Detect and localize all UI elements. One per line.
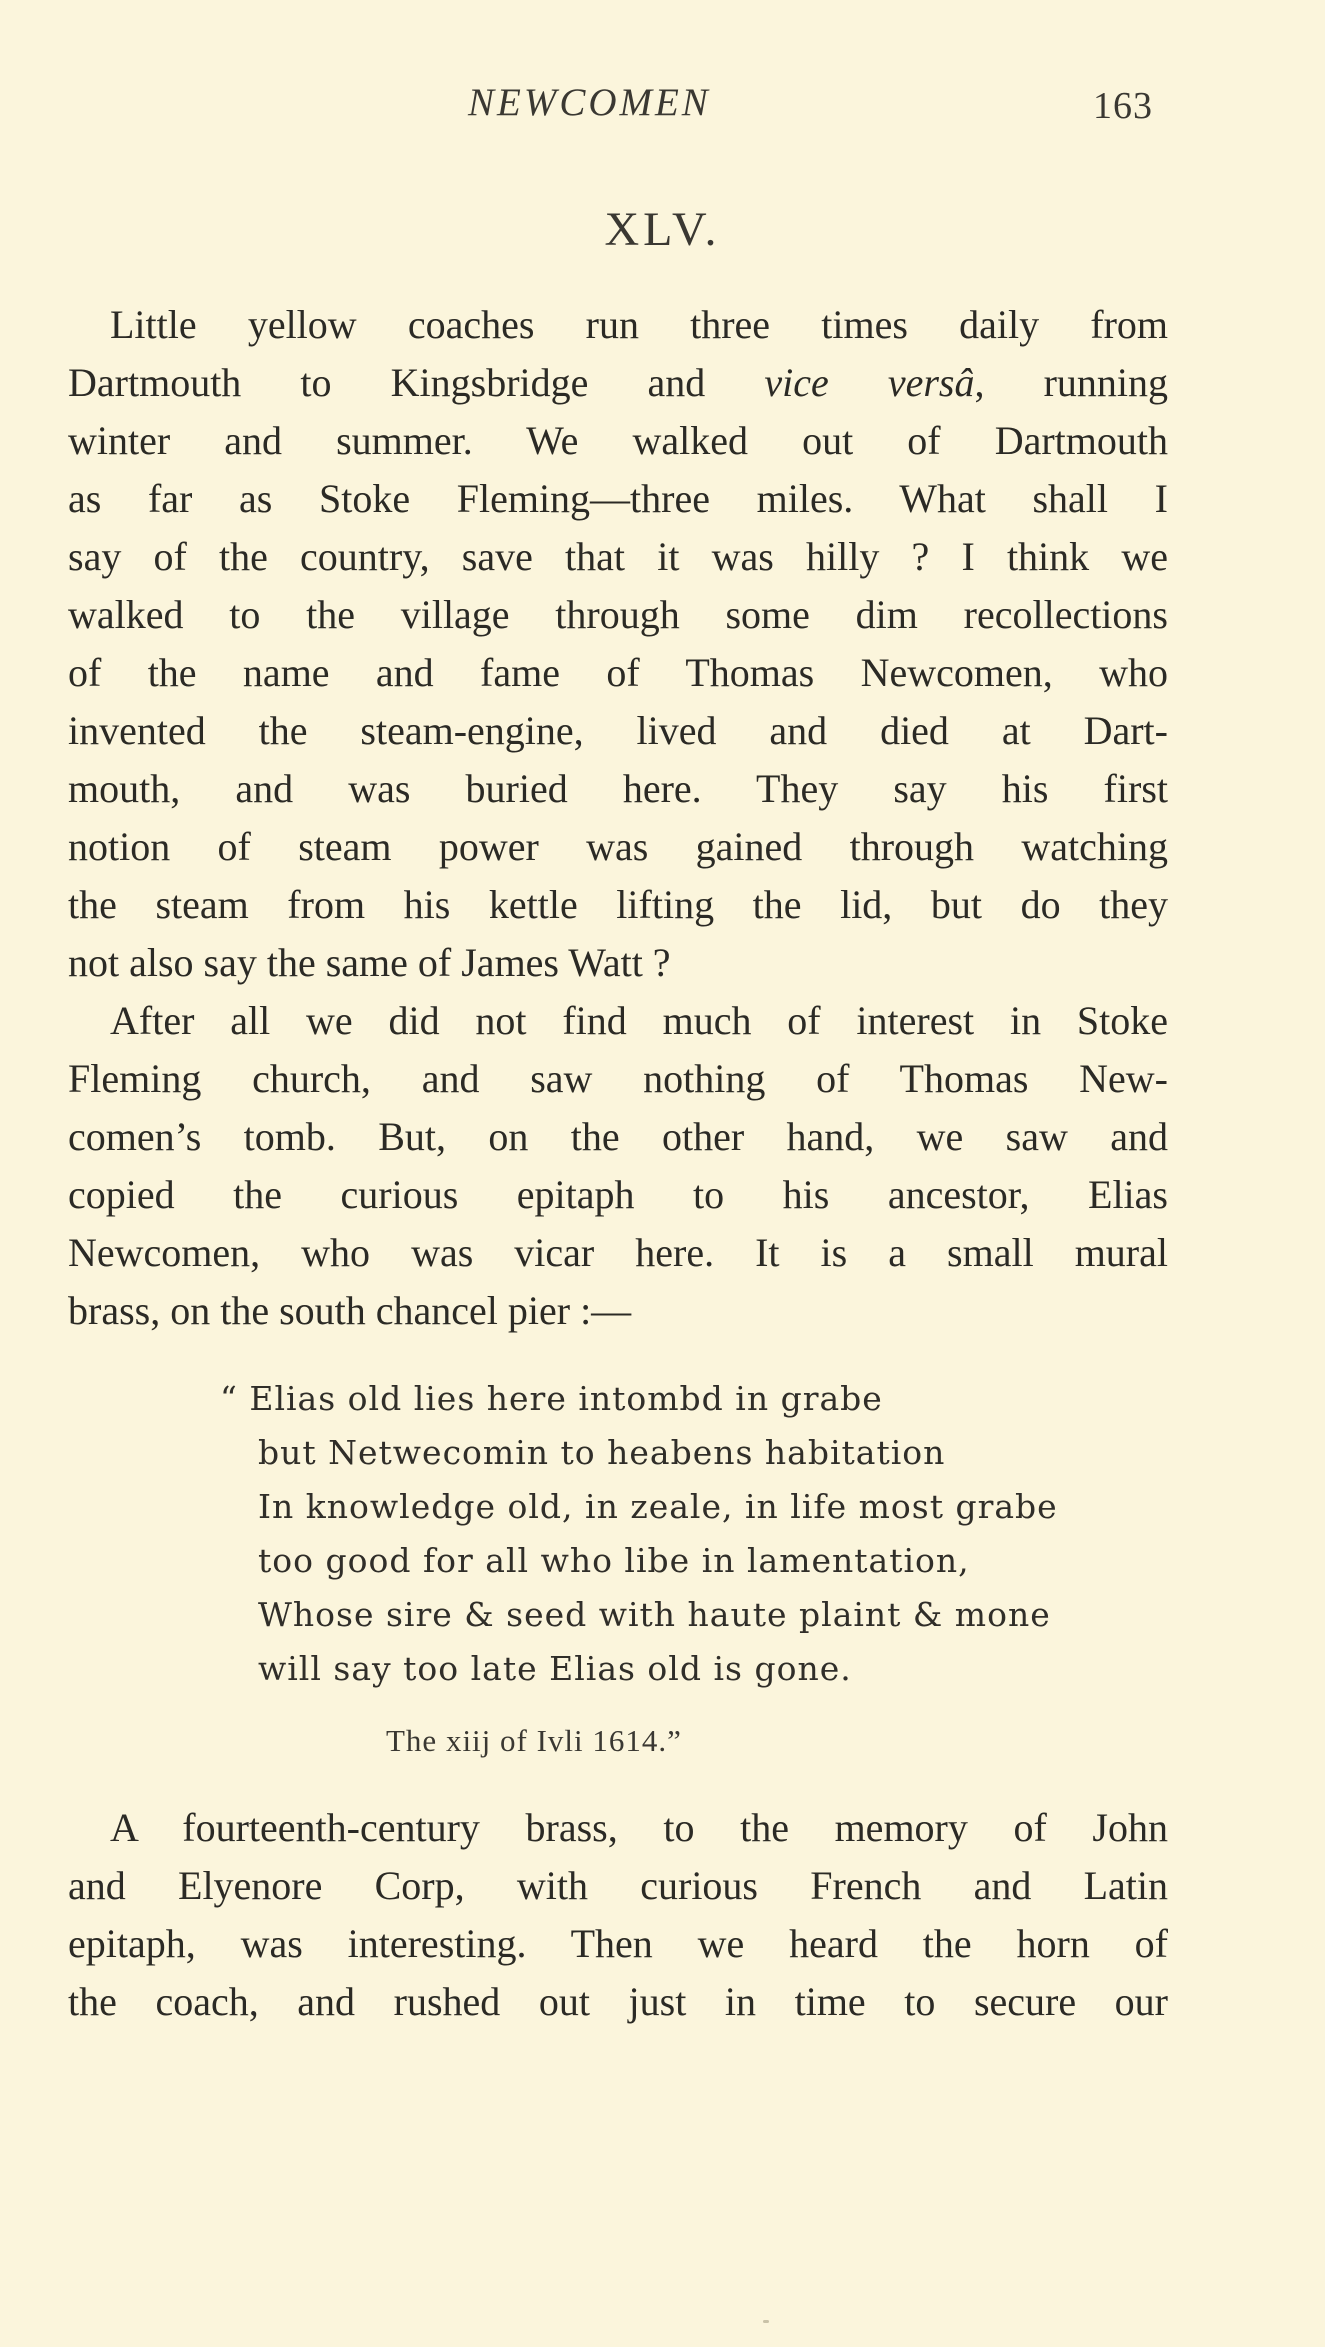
text-line: Fleming church, and saw nothing of Thomas New-: [68, 1056, 1168, 1101]
epitaph-line: In knowledge old, in zeale, in life most grabe: [258, 1487, 1058, 1526]
paper-speck: [763, 2320, 769, 2323]
text-line: the steam from his kettle lifting the lid, but do they: [68, 882, 1168, 927]
text-line: say of the country, save that it was hilly ? I think we: [68, 534, 1168, 579]
text-line: comen’s tomb. But, on the other hand, we saw and: [68, 1114, 1168, 1159]
paragraph-2: [68, 992, 1168, 1340]
epitaph-line: “ Elias old lies here intombd in grabe: [220, 1379, 883, 1418]
text-line: epitaph, was interesting. Then we heard the horn of: [68, 1921, 1168, 1966]
text-line: invented the steam-engine, lived and died at Dart-: [68, 708, 1168, 753]
epitaph-line: too good for all who libe in lamentation,: [258, 1541, 970, 1580]
text-line: brass, on the south chancel pier :—: [68, 1288, 632, 1333]
running-head: [0, 80, 1325, 130]
text-line: A fourteenth-century brass, to the memory of John: [110, 1805, 1168, 1850]
text-line: not also say the same of James Watt ?: [68, 940, 671, 985]
text-line: notion of steam power was gained through watching: [68, 824, 1168, 869]
paragraph-3: [68, 1799, 1168, 2031]
epitaph-date: The xiij of Ivli 1614.”: [386, 1723, 682, 1758]
epitaph-line: will say too late Elias old is gone.: [258, 1649, 852, 1688]
text-line: [68, 354, 1168, 412]
epitaph-quotation: [220, 1372, 1058, 1766]
chapter-heading: XLV.: [604, 203, 721, 256]
text-line: as far as Stoke Fleming—three miles. What shall I: [68, 476, 1168, 521]
text-run: Dartmouth to Kingsbridge and: [68, 360, 765, 405]
running-title: NEWCOMEN: [468, 81, 711, 124]
text-line: Little yellow coaches run three times daily from: [110, 302, 1168, 347]
text-line: the coach, and rushed out just in time to secure our: [68, 1979, 1168, 2024]
text-line: mouth, and was buried here. They say his first: [68, 766, 1168, 811]
text-run: , running: [974, 360, 1169, 405]
text-line: Newcomen, who was vicar here. It is a small mural: [68, 1230, 1168, 1275]
text-line: winter and summer. We walked out of Dartmouth: [68, 418, 1168, 463]
text-line: After all we did not find much of interest in Stoke: [110, 998, 1168, 1043]
text-line: of the name and fame of Thomas Newcomen, who: [68, 650, 1168, 695]
italic-phrase: vice versâ: [764, 360, 975, 405]
page-number: 163: [1093, 85, 1153, 127]
text-line: copied the curious epitaph to his ancestor, Elias: [68, 1172, 1168, 1217]
text-line: walked to the village through some dim recollections: [68, 592, 1168, 637]
paragraph-1: [68, 296, 1168, 992]
epitaph-line: but Netwecomin to heabens habitation: [258, 1433, 946, 1472]
epitaph-line: Whose sire & seed with haute plaint & mone: [258, 1595, 1051, 1634]
text-line: and Elyenore Corp, with curious French and Latin: [68, 1863, 1168, 1908]
